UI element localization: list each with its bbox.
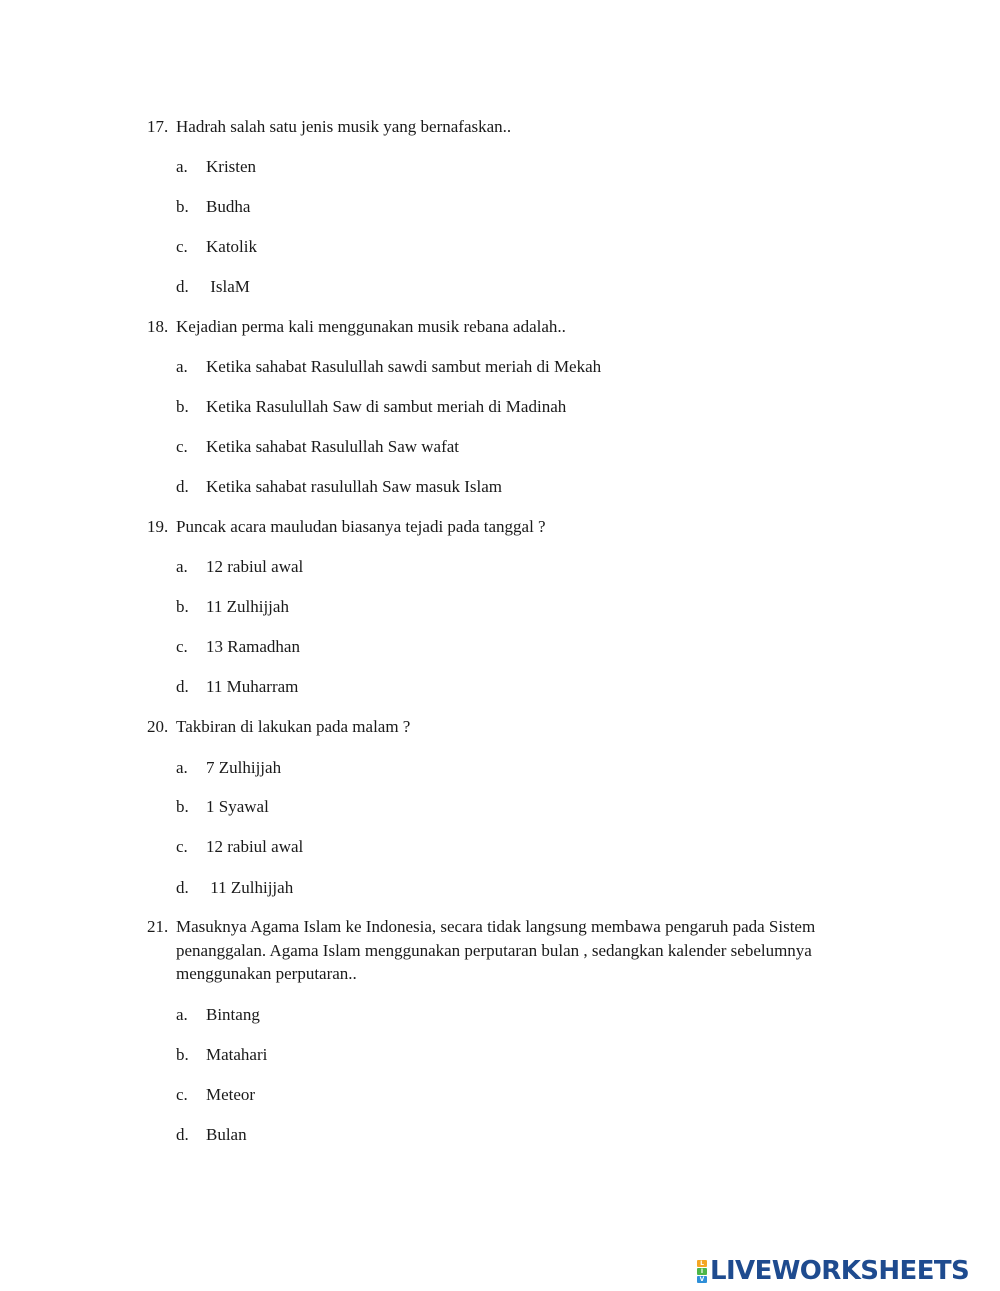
option-text: Matahari xyxy=(206,1045,268,1064)
option-text: Ketika Rasulullah Saw di sambut meriah di Madinah xyxy=(206,397,567,416)
option-text: 1 Syawal xyxy=(206,797,269,816)
option-letter: c. xyxy=(176,1085,188,1104)
option-letter: a. xyxy=(176,758,188,777)
option-letter: d. xyxy=(176,477,189,496)
option-letter: c. xyxy=(176,837,188,856)
question-text: Puncak acara mauludan biasanya tejadi pada tanggal ? xyxy=(176,517,546,536)
option-text: 11 Zulhijjah xyxy=(206,878,294,897)
logo-wordmark: LIVEWORKSHEETS xyxy=(710,1256,970,1286)
question-text: Takbiran di lakukan pada malam ? xyxy=(176,717,411,736)
option-text: Bintang xyxy=(206,1005,260,1024)
option-text: 12 rabiul awal xyxy=(206,557,304,576)
option-letter: d. xyxy=(176,677,189,696)
option-letter: c. xyxy=(176,237,188,256)
option-text: Kristen xyxy=(206,157,257,176)
question-text: Kejadian perma kali menggunakan musik rebana adalah.. xyxy=(176,317,566,336)
option-text: Budha xyxy=(206,197,251,216)
option-letter: c. xyxy=(176,637,188,656)
option-letter: d. xyxy=(176,878,189,897)
liveworksheets-logo xyxy=(697,1257,969,1285)
question-text: Hadrah salah satu jenis musik yang bernafaskan.. xyxy=(176,117,512,136)
option-text: Bulan xyxy=(206,1125,247,1144)
option-text: 11 Zulhijjah xyxy=(206,597,289,616)
question-number: 19. xyxy=(147,517,169,536)
option-text: Ketika sahabat rasulullah Saw masuk Islam xyxy=(206,477,503,496)
option-text: 12 rabiul awal xyxy=(206,837,304,856)
option-letter: b. xyxy=(176,797,189,816)
option-text: Meteor xyxy=(206,1085,256,1104)
option-letter: a. xyxy=(176,557,188,576)
option-text: Katolik xyxy=(206,237,257,256)
option-letter: b. xyxy=(176,397,189,416)
option-letter: a. xyxy=(176,357,188,376)
option-letter: d. xyxy=(176,277,189,296)
logo-block: V xyxy=(697,1276,707,1283)
option-text: 11 Muharram xyxy=(206,677,299,696)
option-text: Ketika sahabat Rasulullah Saw wafat xyxy=(206,437,460,456)
logo-block: I xyxy=(697,1268,707,1275)
question-number: 21. xyxy=(147,917,169,936)
option-letter: c. xyxy=(176,437,188,456)
option-text: 7 Zulhijjah xyxy=(206,758,282,777)
question-text: Masuknya Agama Islam ke Indonesia, secara tidak langsung membawa pengaruh pada Sistem penanggalan. Agama Islam menggunakan perputaran bulan , sedangkan kalender sebelumnya menggunakan perputaran.. xyxy=(176,917,816,983)
question-number: 18. xyxy=(147,317,169,336)
option-letter: b. xyxy=(176,197,189,216)
option-text: Ketika sahabat Rasulullah sawdi sambut meriah di Mekah xyxy=(206,357,602,376)
option-letter: a. xyxy=(176,1005,188,1024)
option-letter: b. xyxy=(176,1045,189,1064)
question-number: 20. xyxy=(147,717,169,736)
option-text: IslaM xyxy=(206,277,250,296)
option-letter: d. xyxy=(176,1125,189,1144)
question-number: 17. xyxy=(147,117,169,136)
option-letter: a. xyxy=(176,157,188,176)
option-text: 13 Ramadhan xyxy=(206,637,300,656)
option-letter: b. xyxy=(176,597,189,616)
logo-block: L xyxy=(697,1260,707,1267)
logo-blocks-icon xyxy=(697,1260,707,1283)
